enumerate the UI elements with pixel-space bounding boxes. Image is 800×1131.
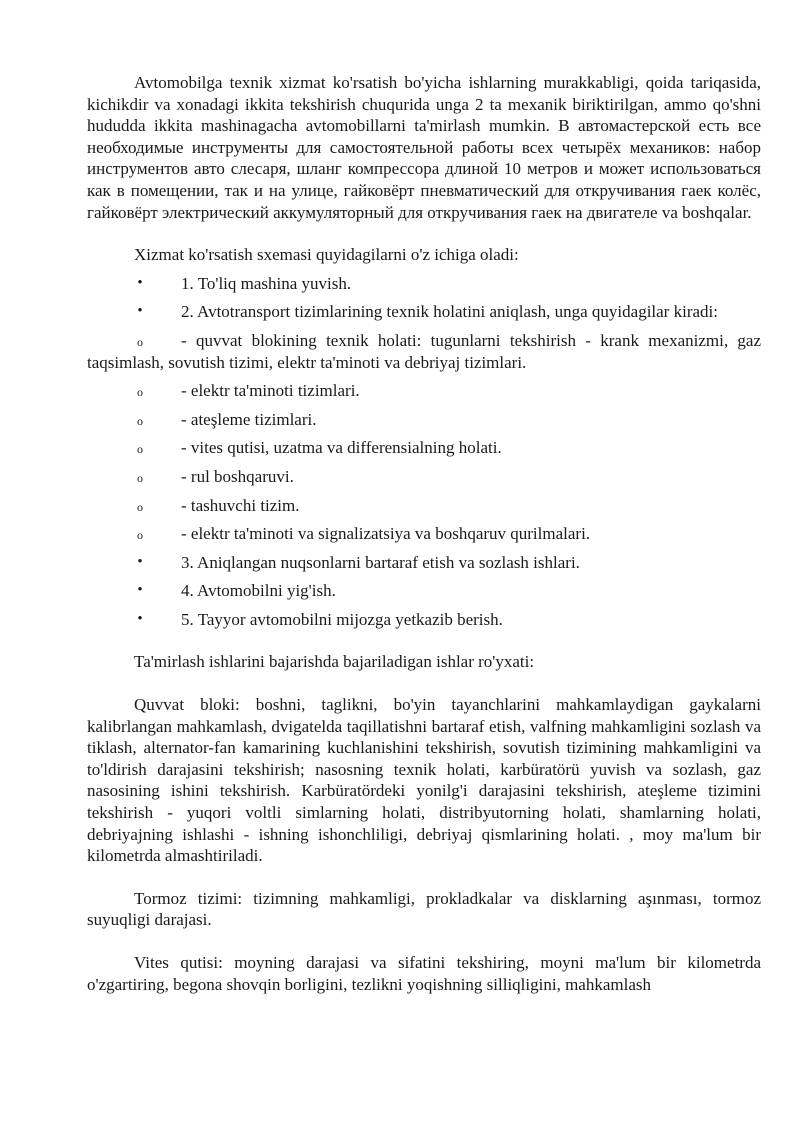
service-scheme-list xyxy=(87,273,761,631)
circle-bullet-icon: o xyxy=(137,385,143,400)
sub-list-item xyxy=(87,495,761,517)
sub-list-item xyxy=(87,409,761,431)
list-item-text: 5. Tayyor avtomobilni mijozga yetkazib berish. xyxy=(181,609,503,629)
list-item-text: - rul boshqaruvi. xyxy=(181,466,294,486)
list-item-text: - ateşleme tizimlari. xyxy=(181,409,317,429)
list-item-text: - elektr ta'minoti tizimlari. xyxy=(181,381,360,401)
brake-system-paragraph: Tormoz tizimi: tizimning mahkamligi, prokladkalar va disklarning aşınması, tormoz suyuqligi darajasi. xyxy=(87,888,761,930)
intro-paragraph: Avtomobilga texnik xizmat ko'rsatish bo'yicha ishlarning murakkabligi, qoida tariqasida, kichikdir va xonadagi ikkita tekshirish chuqurida unga 2 ta mexanik biriktirilgan, ammo qo'shni hududda ikkita mashinagacha avtomobillarni ta'mirlash mumkin. В автомастерской есть все необходимые инструменты для самостоятельной работы всех четырёх механиков: набор инструментов авто слесаря, шланг компрессора длиной 10 метров и может использоваться как в помещении, так и на улице, гайковёрт пневматический для откручивания гаек колёс, гайковёрт электрический аккумуляторный для откручивания гаек на двигателе va boshqalar. xyxy=(87,73,761,222)
sub-list-item xyxy=(87,330,761,373)
bullet-icon: • xyxy=(137,274,143,291)
list-item xyxy=(87,273,761,295)
circle-bullet-icon: o xyxy=(137,528,143,543)
list-item-text: 3. Aniqlangan nuqsonlarni bartaraf etish va sozlash ishlari. xyxy=(181,552,580,572)
scheme-heading: Xizmat ko'rsatish sxemasi quyidagilarni o'z ichiga oladi: xyxy=(134,245,519,265)
circle-bullet-icon: o xyxy=(137,442,143,457)
list-item-text: - tashuvchi tizim. xyxy=(181,495,300,515)
bullet-icon: • xyxy=(137,303,143,320)
list-item-text: - quvvat blokining texnik holati: tugunlarni tekshirish - krank mexanizmi, gaz taqsimlash, sovutish tizimi, elektr ta'minoti va debriyaj tizimlari. xyxy=(87,330,761,372)
sub-list-item xyxy=(87,437,761,459)
repair-heading: Ta'mirlash ishlarini bajarishda bajariladigan ishlar ro'yxati: xyxy=(134,652,535,672)
list-item-text: 2. Avtotransport tizimlarining texnik holatini aniqlash, unga quyidagilar kiradi: xyxy=(181,302,718,322)
list-item-text: - elektr ta'minoti va signalizatsiya va boshqaruv qurilmalari. xyxy=(181,524,591,544)
bullet-icon: • xyxy=(137,582,143,599)
circle-bullet-icon: o xyxy=(137,499,143,514)
sub-list-item xyxy=(87,380,761,402)
list-item-text: 4. Avtomobilni yig'ish. xyxy=(181,581,336,601)
list-item xyxy=(87,580,761,602)
list-item xyxy=(87,609,761,631)
sub-list-item xyxy=(87,523,761,545)
document-page xyxy=(87,72,761,995)
power-unit-paragraph: Quvvat bloki: boshni, taglikni, bo'yin tayanchlarini mahkamlaydigan gaykalarni kalibrlangan mahkamlash, dvigatelda taqillatishni bartaraf etish, valfning mahkamligini sozlash va tiklash, alternator-fan kamarining kuchlanishini tekshirish, sovutish tizimining mahkamligini va to'ldirish darajasini tekshirish; nasosning texnik holati, karbüratörü yuvish va sozlash, gaz nasosining ishini tekshirish. Karbüratördeki yonilg'i darajasini tekshirish, ateşleme tizimini tekshirish - yuqori voltli simlarning holati, distribyutorning holati, shamlarning holati, debriyajning ishlashi - ishning ishonchliligi, debriyaj qismlarining holati. , moy ma'lum bir kilometrda almashtiriladi. xyxy=(87,695,761,866)
sub-list-item xyxy=(87,466,761,488)
gearbox-paragraph: Vites qutisi: moyning darajasi va sifatini tekshiring, moyni ma'lum bir kilometrda o'zgartiring, begona shovqin borligini, tezlikni yoqishning silliqligini, mahkamlash xyxy=(87,953,761,994)
circle-bullet-icon: o xyxy=(137,334,143,349)
circle-bullet-icon: o xyxy=(137,470,143,485)
list-item xyxy=(87,301,761,323)
list-item-text: - vites qutisi, uzatma va differensialning holati. xyxy=(181,438,502,458)
list-item xyxy=(87,552,761,574)
list-item-text: 1. To'liq mashina yuvish. xyxy=(181,273,352,293)
bullet-icon: • xyxy=(137,553,143,570)
circle-bullet-icon: o xyxy=(137,413,143,428)
bullet-icon: • xyxy=(137,610,143,627)
